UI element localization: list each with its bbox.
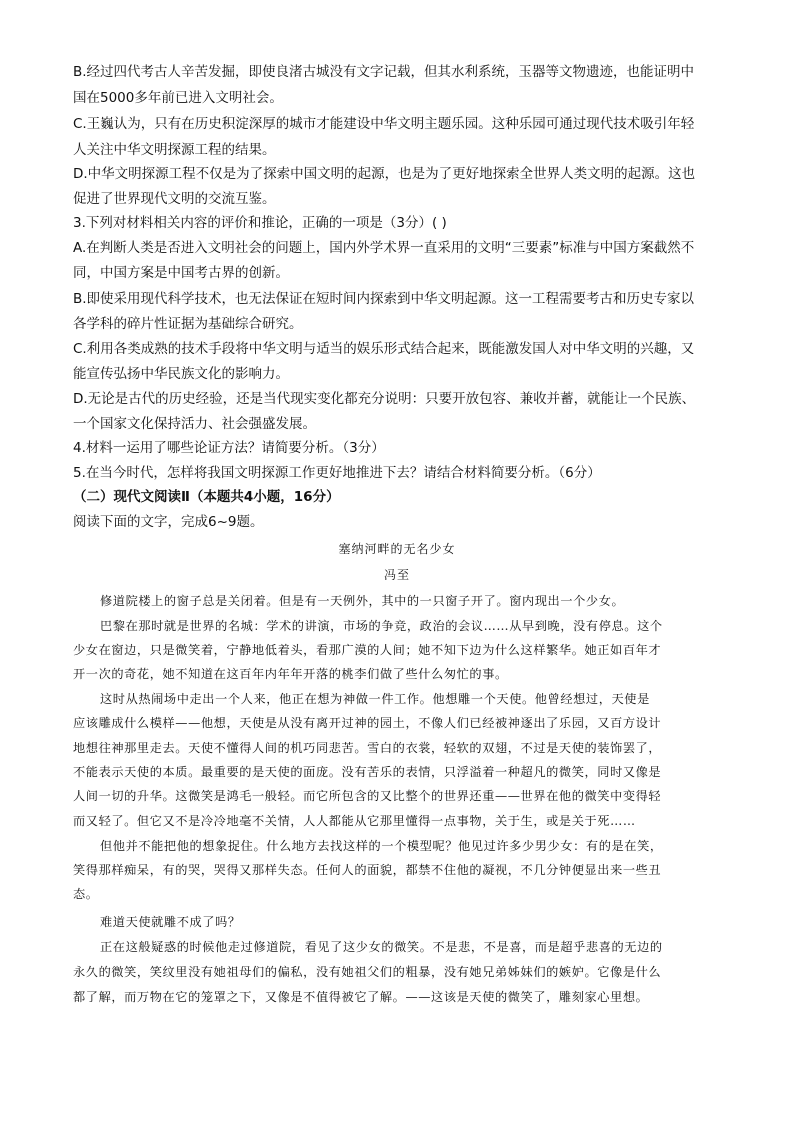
story-p2-line1: 巴黎在那时就是世界的名城：学术的讲演，市场的争竞，政治的会议……从早到晚，没有停息。这个 <box>100 619 663 633</box>
story-p3-line2: 应该雕成什么模样——他想，天使是从没有离开过神的园土，不像人们已经被神逐出了乐园，又百方设计 <box>73 716 662 730</box>
question-5: 5.在当今时代，怎样将我国文明探源工作更好地推进下去？请结合材料简要分析。（6分） <box>73 465 601 481</box>
story-p5-line1: 难道天使就雕不成了吗？ <box>100 915 241 929</box>
q3-option-b-line2: 各学科的碎片性证据为基础综合研究。 <box>73 316 303 332</box>
q3-option-c-line1: C.利用各类成熟的技术手段将中华文明与适当的娱乐形式结合起来，既能激发国人对中华文明的兴趣，又 <box>73 341 695 357</box>
story-p3-line1: 这时从热闹场中走出一个人来，他正在想为神做一件工作。他想雕一个天使。他曾经想过，天使是 <box>100 692 650 706</box>
q3-option-d-line1: D.无论是古代的历史经验，还是当代现实变化都充分说明：只要开放包容、兼收并蓄，就能让一个民族、 <box>73 391 696 407</box>
q3-option-c-line2: 能宣传弘扬中华民族文化的影响力。 <box>73 366 289 382</box>
story-title: 塞纳河畔的无名少女 <box>338 542 456 556</box>
q2-option-c-line1: C.王巍认为，只有在历史积淀深厚的城市才能建设中华文明主题乐园。这种乐园可通过现代技术吸引年轻 <box>73 116 695 132</box>
question-4: 4.材料一运用了哪些论证方法？请简要分析。（3分） <box>73 440 385 456</box>
story-p2-line3: 开一次的奇花，她不知道在这百年内年年开落的桃李们做了些什么匆忙的事。 <box>73 667 508 681</box>
story-p2-line2: 少女在窗边，只是微笑着，宁静地低着头，看那广漠的人间；她不知下边为什么这样繁华。她正如百年才 <box>73 643 662 657</box>
section-heading: （二）现代文阅读Ⅱ（本题共4小题，16分） <box>73 489 340 505</box>
q3-option-a-line1: A.在判断人类是否进入文明社会的问题上，国内外学术界一直采用的文明“三要素”标准与中国方案截然不 <box>73 240 695 256</box>
q3-option-d-line2: 一个国家文化保持活力、社会强盛发展。 <box>73 416 316 432</box>
story-p6-line2: 永久的微笑，笑纹里没有她祖母们的偏私，没有她祖父们的粗暴，没有她兄弟姊妹们的嫉妒。它像是什么 <box>73 965 662 979</box>
q2-option-d-line2: 促进了世界现代文明的交流互鉴。 <box>73 191 276 207</box>
story-p3-line3: 地想往神那里走去。天使不懂得人间的机巧同悲苦。雪白的衣裳，轻软的双翅，不过是天使的装饰罢了， <box>73 741 662 755</box>
q3-stem: 3.下列对材料相关内容的评价和推论，正确的一项是（3分）( ) <box>73 215 447 231</box>
q2-option-d-line1: D.中华文明探源工程不仅是为了探索中国文明的起源，也是为了更好地探索全世界人类文明的起源。这也 <box>73 166 696 182</box>
q3-option-b-line1: B.即使采用现代科学技术，也无法保证在短时间内探索到中华文明起源。这一工程需要考古和历史专家以 <box>73 291 695 307</box>
story-p1-line1: 修道院楼上的窗子总是关闭着。但是有一天例外，其中的一只窗子开了。窗内现出一个少女。 <box>100 594 625 608</box>
story-author: 冯至 <box>383 568 410 582</box>
story-p3-line6: 而又轻了。但它又不是冷冷地毫不关情，人人都能从它那里懂得一点事物，关于生，或是关于死…… <box>73 814 636 828</box>
reading-instruction: 阅读下面的文字，完成6~9题。 <box>73 514 264 530</box>
story-p3-line5: 人间一切的升华。这微笑是鸿毛一般轻。而它所包含的又比整个的世界还重——世界在他的微笑中变得轻 <box>73 789 662 803</box>
q2-option-b-line2: 国在5000多年前已进入文明社会。 <box>73 90 283 106</box>
story-p4-line1: 但他并不能把他的想象捉住。什么地方去找这样的一个模型呢？他见过许多少男少女：有的是在笑， <box>100 839 663 853</box>
story-p6-line3: 都了解，而万物在它的笼罩之下，又像是不值得被它了解。——这该是天使的微笑了，雕刻家心里想。 <box>73 990 649 1004</box>
story-p4-line2: 笑得那样痴呆，有的哭，哭得又那样失态。任何人的面貌，都禁不住他的凝视，不几分钟便显出来一些丑 <box>73 863 662 877</box>
q2-option-c-line2: 人关注中华文明探源工程的结果。 <box>73 142 276 158</box>
q2-option-b-line1: B.经过四代考古人辛苦发掘，即使良渚古城没有文字记载，但其水利系统，玉器等文物遗迹，也能证明中 <box>73 64 695 80</box>
story-p4-line3: 态。 <box>73 887 99 901</box>
story-p6-line1: 正在这般疑惑的时候他走过修道院，看见了这少女的微笑。不是悲，不是喜，而是超乎悲喜的无边的 <box>100 940 663 954</box>
q3-option-a-line2: 同，中国方案是中国考古界的创新。 <box>73 265 289 281</box>
story-p3-line4: 不能表示天使的本质。最重要的是天使的面庞。没有苦乐的表情，只浮溢着一种超凡的微笑，同时又像是 <box>73 765 662 779</box>
